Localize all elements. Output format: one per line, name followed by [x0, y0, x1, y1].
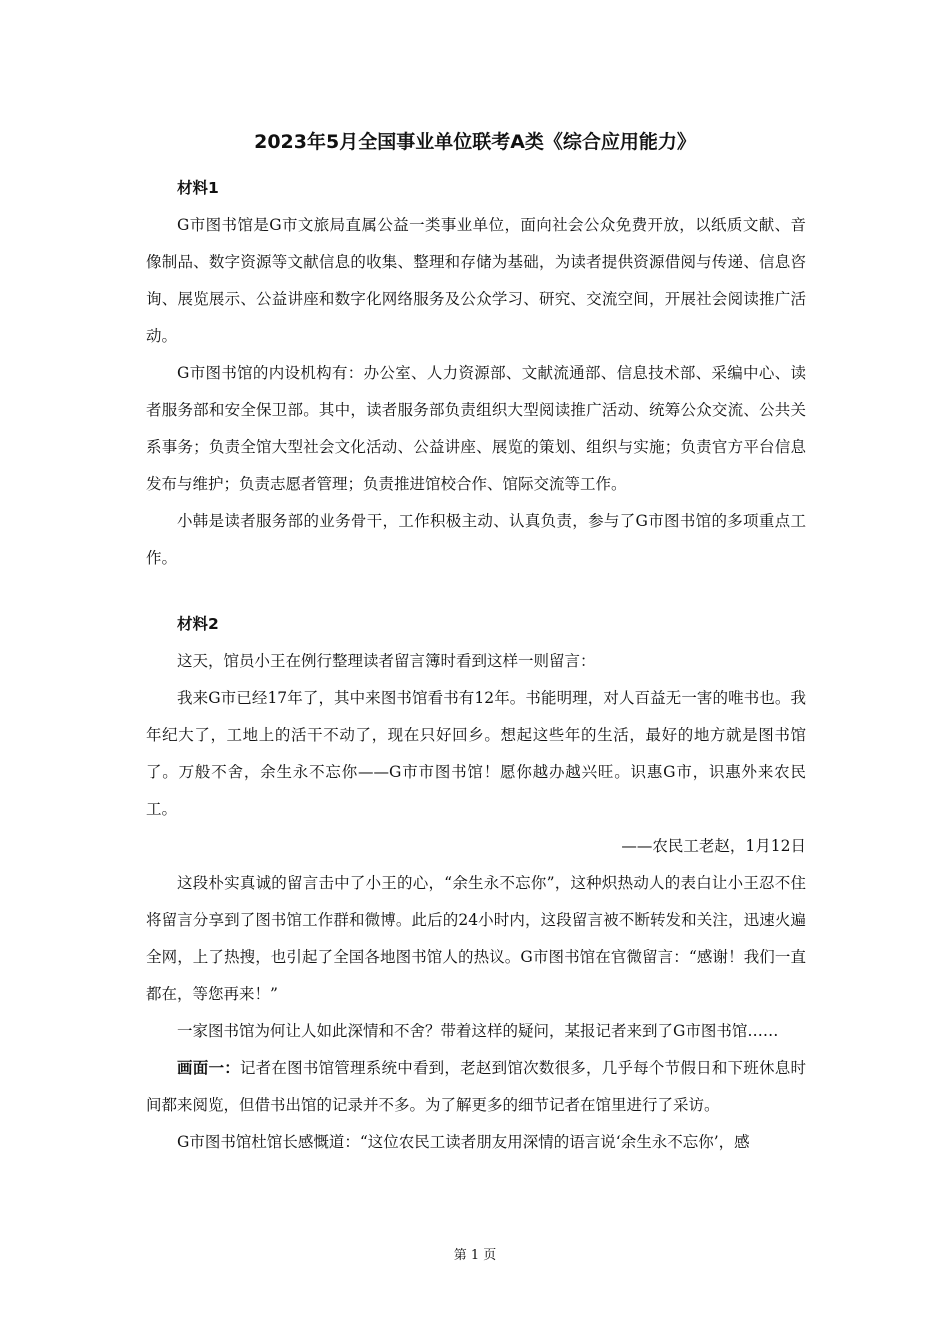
- material1-heading: 材料1: [177, 179, 219, 197]
- section-spacer: [146, 577, 806, 606]
- material1-paragraph: G市图书馆的内设机构有：办公室、人力资源部、文献流通部、信息技术部、采编中心、读者服务部和安全保卫部。其中，读者服务部负责组织大型阅读推广活动、统筹公众交流、公共关系事务；负责全馆大型社会文化活动、公益讲座、展览的策划、组织与实施；负责官方平台信息发布与维护；负责志愿者管理；负责推进馆校合作、馆际交流等工作。: [146, 364, 806, 493]
- reader-message: 我来G市已经17年了，其中来图书馆看书有12年。书能明理，对人百益无一害的唯书也。我年纪大了，工地上的活干不动了，现在只好回乡。想起这些年的生活，最好的地方就是图书馆了。万般不舍，余生永不忘你——G市市图书馆！愿你越办越兴旺。识惠G市，识惠外来农民工。: [146, 689, 806, 818]
- material2-paragraph: 一家图书馆为何让人如此深情和不舍？带着这样的疑问，某报记者来到了G市图书馆……: [177, 1022, 779, 1040]
- material2-intro: 这天，馆员小王在例行整理读者留言簿时看到这样一则留言：: [177, 652, 596, 670]
- material1-paragraph: G市图书馆是G市文旅局直属公益一类事业单位，面向社会公众免费开放，以纸质文献、音像制品、数字资源等文献信息的收集、整理和存储为基础，为读者提供资源借阅与传递、信息咨询、展览展示、公益讲座和数字化网络服务及公众学习、研究、交流空间，开展社会阅读推广活动。: [146, 216, 806, 345]
- page-number: 第 1 页: [453, 1248, 497, 1263]
- scene1-text: 记者在图书馆管理系统中看到，老赵到馆次数很多，几乎每个节假日和下班休息时间都来阅览，但借书出馆的记录并不多。为了解更多的细节记者在馆里进行了采访。: [146, 1059, 806, 1114]
- scene1-label: 画面一：: [177, 1059, 240, 1077]
- document-body: [146, 170, 806, 1161]
- material2-paragraph: G市图书馆杜馆长感慨道：“这位农民工读者朋友用深情的语言说‘余生永不忘你’，感: [177, 1133, 750, 1151]
- message-signature: ——农民工老赵，1月12日: [621, 837, 806, 855]
- material2-paragraph: 这段朴实真诚的留言击中了小王的心，“余生永不忘你”，这种炽热动人的表白让小王忍不住将留言分享到了图书馆工作群和微博。此后的24小时内，这段留言被不断转发和关注，迅速火遍全网，上了热搜，也引起了全国各地图书馆人的热议。G市图书馆在官微留言：“感谢！我们一直都在，等您再来！”: [146, 874, 806, 1003]
- material2-heading: 材料2: [177, 615, 219, 633]
- document-title: 2023年5月全国事业单位联考A类《综合应用能力》: [254, 131, 696, 153]
- scene1-paragraph: [146, 1050, 806, 1124]
- material1-paragraph: 小韩是读者服务部的业务骨干，工作积极主动、认真负责，参与了G市图书馆的多项重点工作。: [146, 512, 806, 567]
